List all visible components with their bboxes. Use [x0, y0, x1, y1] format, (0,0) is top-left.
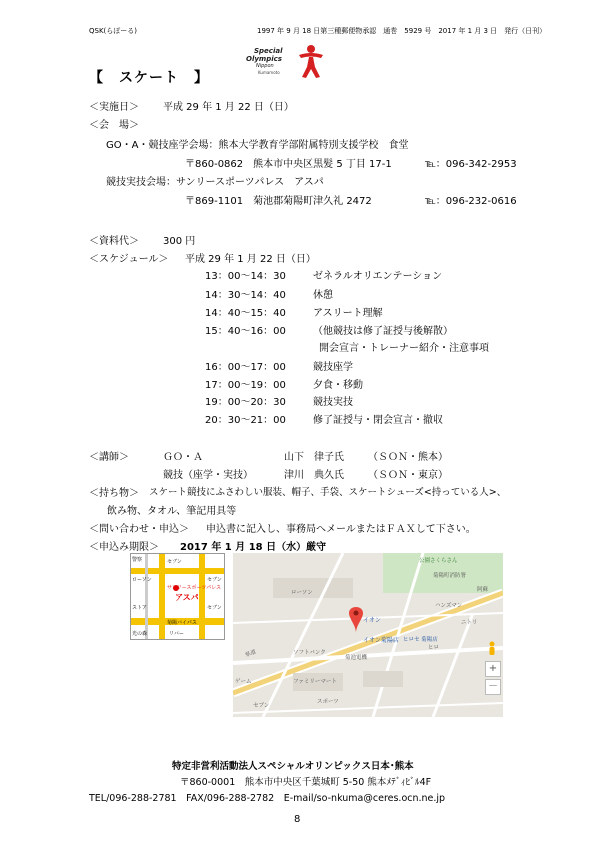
- belongings-line1: スケート競技にふさわしい服装、帽子、手袋、スケートシューズ<持っている人>、: [149, 487, 507, 498]
- venue-sketch-map: [130, 553, 225, 640]
- zoom-in-button[interactable]: +: [485, 661, 501, 677]
- schedule-time: 14：40～15：40: [205, 308, 286, 319]
- schedule-time: 19：00～20：30: [205, 397, 286, 408]
- logo-line1: Special: [254, 47, 283, 55]
- schedule-time: 14：30～14：40: [205, 290, 286, 301]
- special-olympics-figure-icon: [296, 43, 326, 79]
- logo-line4: Kumamoto: [258, 70, 280, 75]
- sketch-map-label: セブン: [167, 559, 182, 565]
- instructor-name: 津川 典久氏: [284, 470, 344, 481]
- date-label: ＜実施日＞: [89, 102, 139, 113]
- schedule-desc: 夕食・移動: [313, 380, 363, 391]
- street-map-label: イオン: [363, 617, 381, 624]
- header-right: 1997 年 9 月 18 日第三種郵便物承認 通巻 5929 号 2017 年 1 月 3 日 発行（日刊）: [257, 27, 547, 35]
- sketch-map-label: 光の森: [132, 631, 148, 637]
- zoom-out-button[interactable]: －: [485, 679, 501, 695]
- header-left: QSK(らぽーる): [89, 27, 138, 35]
- venue-skill-tel: ℡：096-232-0616: [425, 196, 517, 207]
- sketch-map-label: セブン: [207, 577, 222, 583]
- street-map-label: ローソン: [291, 590, 313, 596]
- schedule-label: ＜スケジュール＞: [89, 254, 169, 265]
- street-map-label: 菊陽町消防署: [433, 573, 467, 579]
- page-number: 8: [294, 814, 301, 825]
- inquiry-label: ＜問い合わせ・申込＞: [89, 524, 189, 535]
- schedule-time: 13：00～14：30: [205, 271, 286, 282]
- street-map-label: 菊池電機: [345, 655, 368, 661]
- venue-go-tel: ℡：096-342-2953: [425, 159, 517, 170]
- schedule-desc: 休憩: [313, 290, 333, 301]
- deadline-label: ＜申込み期限＞: [89, 542, 159, 553]
- street-map-label: ファミリーマート: [293, 679, 337, 685]
- venue-skill-name: 競技実技会場：サンリースポーツパレス アスパ: [106, 177, 324, 188]
- street-map-label: スポーツ: [317, 699, 339, 705]
- schedule-desc: 競技座学: [313, 362, 353, 373]
- street-map-label: ヒロ: [428, 645, 440, 651]
- sketch-map-venue-name: アスパ: [175, 593, 199, 602]
- street-map-label: イオン菊陽店: [363, 637, 399, 644]
- sketch-map-venue-label: サンリースポーツパレス: [167, 585, 222, 591]
- footer-contact: TEL/096-288-2781 FAX/096-288-2782 E-mail/so-nkuma@ceres.ocn.ne.jp: [89, 793, 446, 804]
- schedule-time: 15：40～16：00: [205, 326, 286, 337]
- logo-line3: Nippon: [256, 63, 274, 69]
- street-map-label: 県道: [244, 649, 258, 659]
- deadline-value: 2017 年 1 月 18 日（水）厳守: [180, 542, 327, 553]
- street-map-label: ニトリ: [461, 620, 478, 626]
- schedule-desc: ゼネラルオリエンテーション: [313, 271, 443, 282]
- street-map-label: ヒロセ 菊陽店: [403, 637, 438, 643]
- schedule-time: 20：30～21：00: [205, 415, 286, 426]
- footer-address: 〒860-0001 熊本市中央区千葉城町 5-50 熊本ﾒﾃﾞｨﾋﾞﾙ4F: [180, 777, 432, 788]
- instructors-label: ＜講師＞: [89, 452, 129, 463]
- schedule-desc: 開会宣言・トレーナー紹介・注意事項: [319, 343, 489, 354]
- instructor-subject: 競技（座学・実技）: [163, 470, 253, 481]
- venue-go-name: GO・A・競技座学会場：熊本大学教育学部附属特別支援学校 食堂: [106, 140, 409, 151]
- sketch-map-label: ローソン: [132, 577, 152, 583]
- inquiry-value: 申込書に記入し、事務局へメールまたはＦＡＸして下さい。: [206, 524, 476, 535]
- fee-value: 300 円: [163, 236, 196, 247]
- page-title: 【 スケート 】: [89, 70, 209, 86]
- schedule-desc: （他競技は修了証授与後解散）: [313, 326, 453, 337]
- instructor-org: （ＳＯＮ・熊本）: [368, 452, 448, 463]
- special-olympics-logo: [240, 43, 330, 83]
- schedule-desc: 競技実技: [313, 397, 353, 408]
- sketch-map-label: リバー: [169, 631, 184, 637]
- street-map-label: 公園さくらさん: [419, 558, 458, 564]
- sketch-map-label: 警察: [132, 557, 143, 563]
- schedule-time: 16：00～17：00: [205, 362, 286, 373]
- venue-skill-address: 〒869-1101 菊池郡菊陽町津久礼 2472: [185, 196, 372, 207]
- venue-street-map[interactable]: [233, 553, 503, 717]
- instructor-subject: ＧＯ・Ａ: [163, 452, 203, 463]
- street-map-label: ソフトバンク: [293, 650, 326, 656]
- sketch-map-label: ストア: [132, 605, 147, 611]
- sketch-map-label: 菊陽バイパス: [167, 620, 197, 626]
- sketch-map-label: セブン: [207, 605, 222, 611]
- venue-label: ＜会 場＞: [89, 120, 139, 131]
- belongings-label: ＜持ち物＞: [89, 488, 139, 499]
- date-value: 平成 29 年 1 月 22 日（日）: [163, 102, 294, 113]
- street-map-label: セブン: [253, 703, 270, 709]
- logo-line2: Olympics: [246, 55, 282, 63]
- schedule-desc: アスリート理解: [313, 308, 383, 319]
- street-view-icon[interactable]: [487, 641, 497, 657]
- street-map-label: ゲーム: [235, 679, 252, 685]
- fee-label: ＜資料代＞: [89, 236, 139, 247]
- schedule-desc: 修了証授与・閉会宣言・撤収: [313, 415, 443, 426]
- street-map-label: ハンズマン: [435, 603, 463, 609]
- footer-org: 特定非営利活動法人スペシャルオリンピックス日本･熊本: [172, 761, 414, 772]
- belongings-line2: 飲み物、タオル、筆記用具等: [107, 506, 237, 517]
- venue-go-address: 〒860-0862 熊本市中央区黒髪 5 丁目 17-1: [185, 159, 392, 170]
- schedule-time: 17：00～19：00: [205, 380, 286, 391]
- schedule-date: 平成 29 年 1 月 22 日（日）: [185, 254, 316, 265]
- instructor-org: （ＳＯＮ・東京）: [368, 470, 448, 481]
- instructor-name: 山下 律子氏: [284, 452, 344, 463]
- street-map-label: 阿蘇: [477, 587, 489, 593]
